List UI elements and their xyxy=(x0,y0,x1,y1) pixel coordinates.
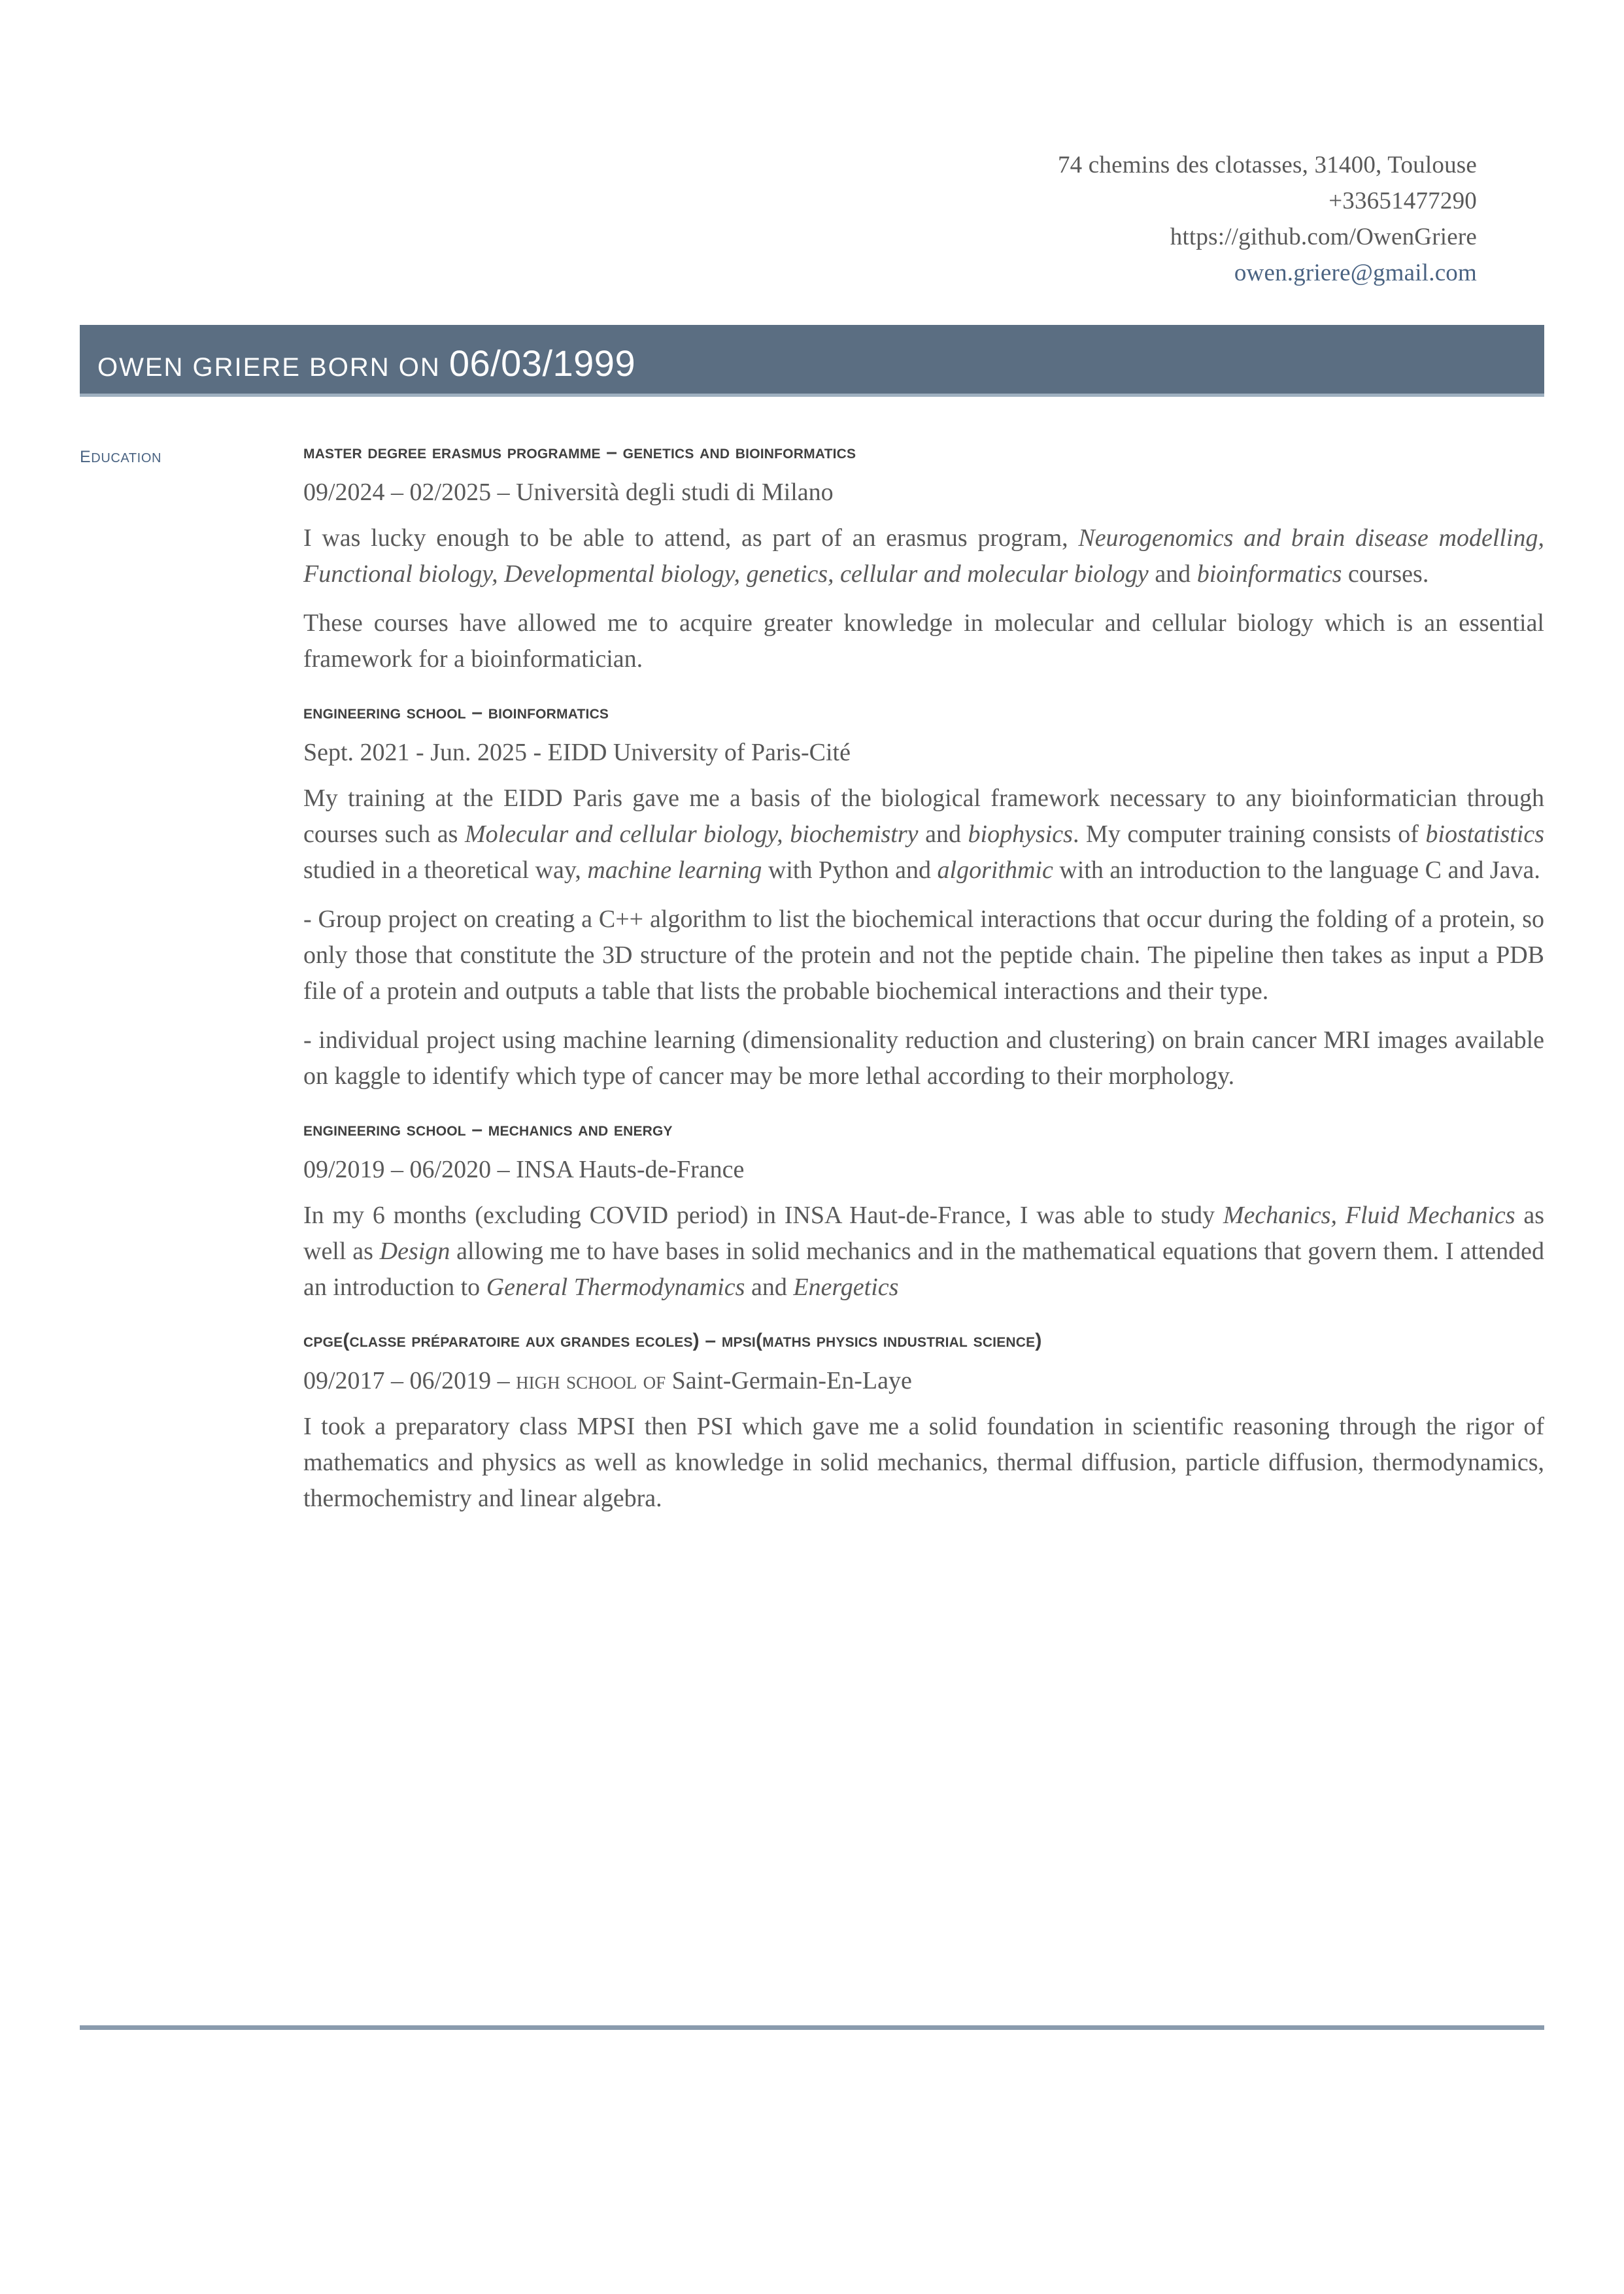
name-title-bar xyxy=(80,325,1544,397)
entry-date-prefix: Sept. 2021 - Jun. 2025 - EIDD University of Paris-Cité xyxy=(303,739,851,766)
entry-date-suffix: Saint-Germain-En-Laye xyxy=(666,1367,912,1394)
contact-phone: +33651477290 xyxy=(1328,188,1477,214)
name-title-text xyxy=(97,342,635,384)
entry-date-place xyxy=(303,1153,1544,1186)
entry-date-place xyxy=(303,736,1544,769)
entry-date-place xyxy=(303,476,1544,509)
education-entry xyxy=(303,1117,1544,1306)
education-entry xyxy=(303,700,1544,1094)
entry-date-prefix: 09/2024 – 02/2025 – Università degli studi di Milano xyxy=(303,479,834,506)
contact-block xyxy=(758,147,1477,291)
entry-date-smallcaps: high school of xyxy=(516,1367,666,1394)
entry-date-prefix: 09/2019 – 06/2020 – INSA Hauts-de-France xyxy=(303,1156,745,1183)
entry-paragraph: I was lucky enough to be able to attend, as part of an erasmus program, Neurogenomics and brain disease modelling, Functional biology, Developmental biology, genetics, cellular and molecular biology and bioinformatics courses. xyxy=(303,524,1544,588)
contact-address: 74 chemins des clotasses, 31400, Toulouse xyxy=(1057,152,1477,178)
entry-title: master degree erasmus programme – genetics and bioinformatics xyxy=(303,441,856,463)
entry-title: engineering school – bioinformatics xyxy=(303,701,609,723)
entry-title: cpge(classe préparatoire aux grandes ecoles) – mpsi(maths physics industrial science) xyxy=(303,1330,1042,1351)
education-entry xyxy=(303,1328,1544,1517)
resume-content xyxy=(80,439,1544,1517)
section-label-column xyxy=(80,439,303,468)
entry-date-place xyxy=(303,1364,1544,1397)
entry-project-bullet: - individual project using machine learning (dimensionality reduction and clustering) on brain cancer MRI images available on kaggle to identify which type of cancer may be more lethal according to their morphology. xyxy=(303,1026,1544,1090)
entry-paragraph: I took a preparatory class MPSI then PSI which gave me a solid foundation in scientific reasoning through the rigor of mathematics and physics as well as knowledge in solid mechanics, thermal diffusion, particle diffusion, thermodynamics, thermochemistry and linear algebra. xyxy=(303,1413,1544,1512)
entry-paragraph: These courses have allowed me to acquire greater knowledge in molecular and cellular biology which is an essential framework for a bioinformatician. xyxy=(303,609,1544,673)
section-label-education: education xyxy=(80,441,162,467)
entry-project-bullet: - Group project on creating a C++ algorithm to list the biochemical interactions that occur during the folding of a protein, so only those that constitute the 3D structure of the protein and not the peptide chain. The pipeline then takes as input a PDB file of a protein and outputs a table that lists the probable biochemical interactions and their type. xyxy=(303,905,1544,1005)
person-name-label: OWEN GRIERE BORN ON xyxy=(97,353,449,382)
contact-email-link[interactable]: owen.griere@gmail.com xyxy=(1234,260,1477,286)
education-row xyxy=(80,439,1544,1517)
footer-divider xyxy=(80,2025,1544,2030)
entry-paragraph: My training at the EIDD Paris gave me a basis of the biological framework necessary to any bioinformatician through courses such as Molecular and cellular biology, biochemistry and biophysics. My computer training consists of biostatistics studied in a theoretical way, machine learning with Python and algorithmic with an introduction to the language C and Java. xyxy=(303,784,1544,884)
education-entries xyxy=(303,439,1544,1517)
contact-github-link[interactable]: https://github.com/OwenGriere xyxy=(1170,224,1477,250)
entry-title: engineering school – mechanics and energy xyxy=(303,1119,673,1140)
entry-paragraph: In my 6 months (excluding COVID period) in INSA Haut-de-France, I was able to study Mechanics, Fluid Mechanics as well as Design allowing me to have bases in solid mechanics and in the mathematical equations that govern them. I attended an introduction to General Thermodynamics and Energetics xyxy=(303,1202,1544,1301)
entry-date-prefix: 09/2017 – 06/2019 – xyxy=(303,1367,516,1394)
birth-date-value: 06/03/1999 xyxy=(448,343,636,384)
education-entry xyxy=(303,439,1544,677)
